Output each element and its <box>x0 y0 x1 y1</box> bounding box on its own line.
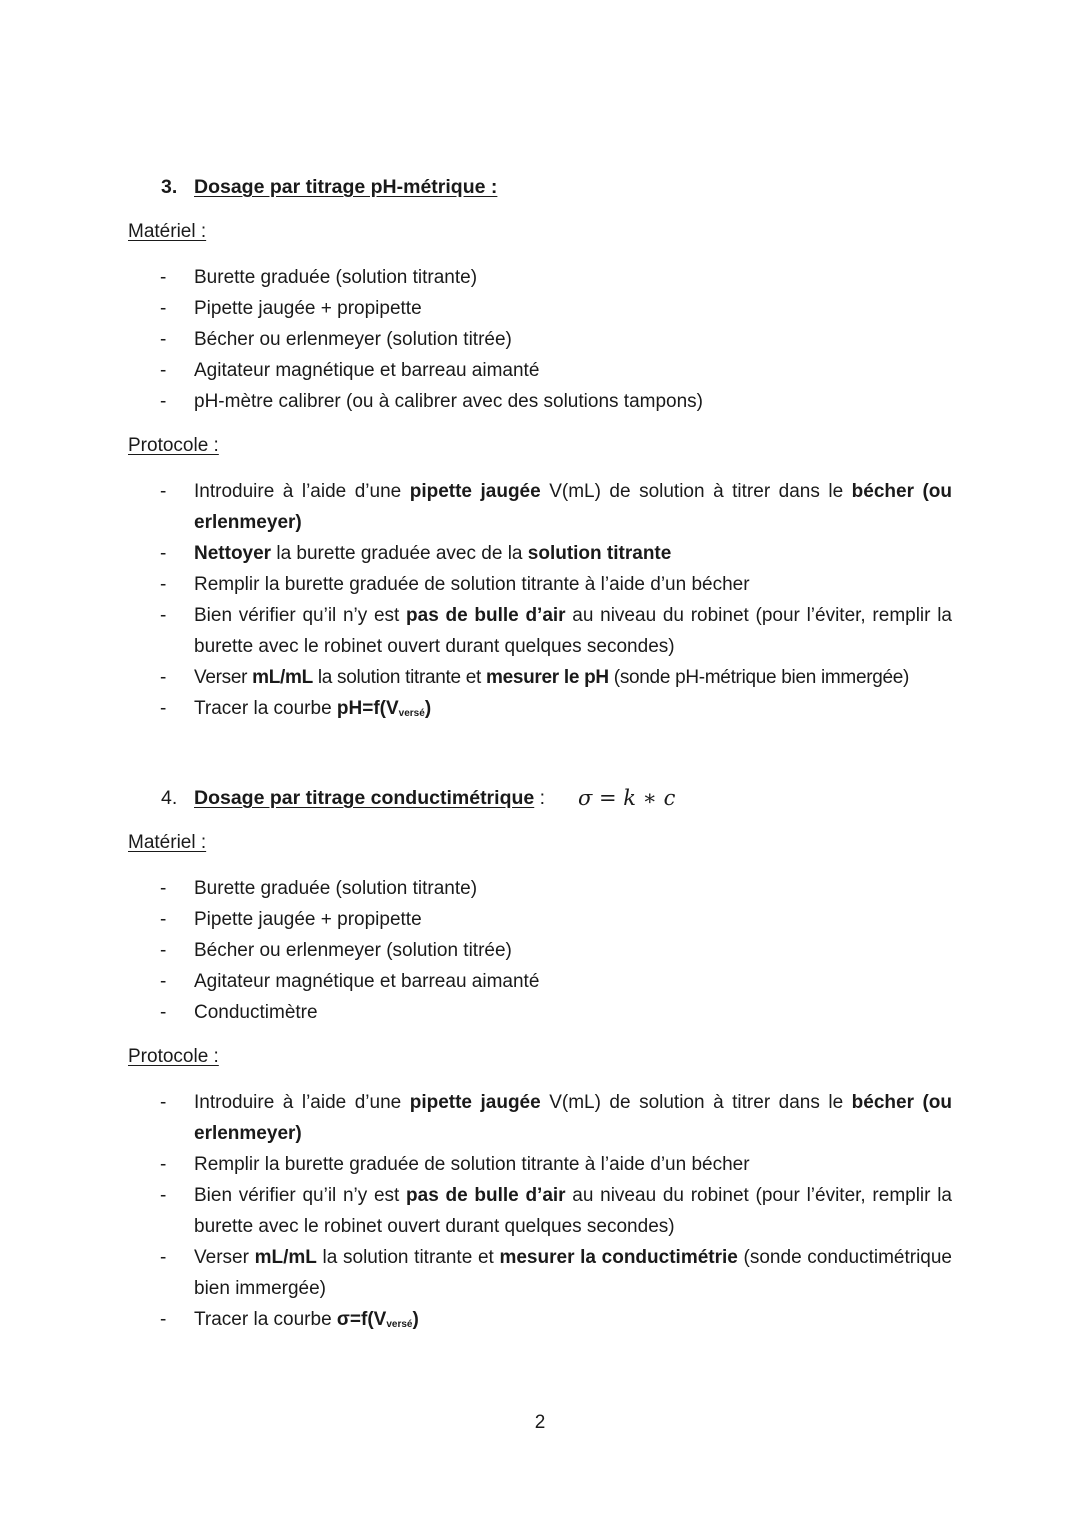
list-item: - Nettoyer la burette graduée avec de la solution titrante <box>160 538 952 569</box>
list-item: - pH-mètre calibrer (ou à calibrer avec des solutions tampons) <box>160 386 952 417</box>
section-4-protocole-label: Protocole : <box>128 1046 219 1067</box>
section-3-protocole-list <box>160 476 952 729</box>
list-item: - Bécher ou erlenmeyer (solution titrée) <box>160 935 952 966</box>
list-dash: - <box>160 329 167 350</box>
list-dash: - <box>160 481 167 502</box>
list-item: - Remplir la burette graduée de solution titrante à l’aide d’un bécher <box>160 569 952 600</box>
list-dash: - <box>160 1247 167 1268</box>
section-3-title: Dosage par titrage pH-métrique : <box>194 176 498 198</box>
list-dash: - <box>160 940 167 961</box>
list-dash: - <box>160 909 167 930</box>
page-number: 2 <box>534 1412 546 1433</box>
list-dash: - <box>160 267 167 288</box>
list-dash: - <box>160 878 167 899</box>
list-dash: - <box>160 543 167 564</box>
section-3-number: 3. <box>161 176 178 198</box>
list-item: - Agitateur magnétique et barreau aimanté <box>160 355 952 386</box>
list-dash: - <box>160 574 167 595</box>
section-4-title: Dosage par titrage conductimétrique <box>194 787 535 809</box>
section-3-materiel-label: Matériel : <box>128 221 207 242</box>
list-item: - Bécher ou erlenmeyer (solution titrée) <box>160 324 952 355</box>
list-item: - Agitateur magnétique et barreau aimanté <box>160 966 952 997</box>
list-item: - Verser mL/mL la solution titrante et mesurer la conductimétrie (sonde conductimétrique bien immergée) <box>160 1242 952 1304</box>
list-dash: - <box>160 360 167 381</box>
section-3-protocole-label: Protocole : <box>128 435 219 456</box>
section-4-protocole-list <box>160 1087 952 1340</box>
section-4-materiel-list <box>160 873 952 1028</box>
list-dash: - <box>160 1092 167 1113</box>
section-3-materiel-list <box>160 262 952 417</box>
list-item: - Bien vérifier qu’il n’y est pas de bulle d’air au niveau du robinet (pour l’éviter, remplir la burette avec le robinet ouvert durant quelques secondes) <box>160 1180 952 1242</box>
list-dash: - <box>160 1185 167 1206</box>
list-item: - Burette graduée (solution titrante) <box>160 873 952 904</box>
list-item: - Pipette jaugée + propipette <box>160 293 952 324</box>
list-dash: - <box>160 391 167 412</box>
list-dash: - <box>160 298 167 319</box>
list-dash: - <box>160 667 167 688</box>
list-item: - Burette graduée (solution titrante) <box>160 262 952 293</box>
list-dash: - <box>160 1154 167 1175</box>
list-dash: - <box>160 1309 167 1330</box>
list-dash: - <box>160 698 167 719</box>
list-item: - Tracer la courbe $pH=f(V_{versé})$ <box>160 693 952 729</box>
list-item: - Remplir la burette graduée de solution titrante à l’aide d’un bécher <box>160 1149 952 1180</box>
section-4-heading <box>161 786 545 810</box>
list-dash: - <box>160 1002 167 1023</box>
section-4-number: 4. <box>161 787 178 809</box>
section-4-colon: : <box>534 787 546 809</box>
list-dash: - <box>160 971 167 992</box>
list-dash: - <box>160 605 167 626</box>
list-item: - Introduire à l’aide d’une pipette jaugée V(mL) de solution à titrer dans le bécher (ou erlenmeyer) <box>160 1087 952 1149</box>
list-item: - Bien vérifier qu’il n’y est pas de bulle d’air au niveau du robinet (pour l’éviter, remplir la burette avec le robinet ouvert durant quelques secondes) <box>160 600 952 662</box>
list-item: - Conductimètre <box>160 997 952 1028</box>
list-item: - Pipette jaugée + propipette <box>160 904 952 935</box>
section-3-heading <box>161 175 497 199</box>
conductivity-formula: σ = k ∗ c <box>578 786 676 810</box>
list-item: - Verser mL/mL la solution titrante et mesurer le pH (sonde pH-métrique bien immergée) <box>160 662 952 693</box>
section-4-materiel-label: Matériel : <box>128 832 207 853</box>
list-item: - Tracer la courbe $\sigma=f(V_{versé})$ <box>160 1304 952 1340</box>
list-item: - Introduire à l’aide d’une pipette jaugée V(mL) de solution à titrer dans le bécher (ou erlenmeyer) <box>160 476 952 538</box>
